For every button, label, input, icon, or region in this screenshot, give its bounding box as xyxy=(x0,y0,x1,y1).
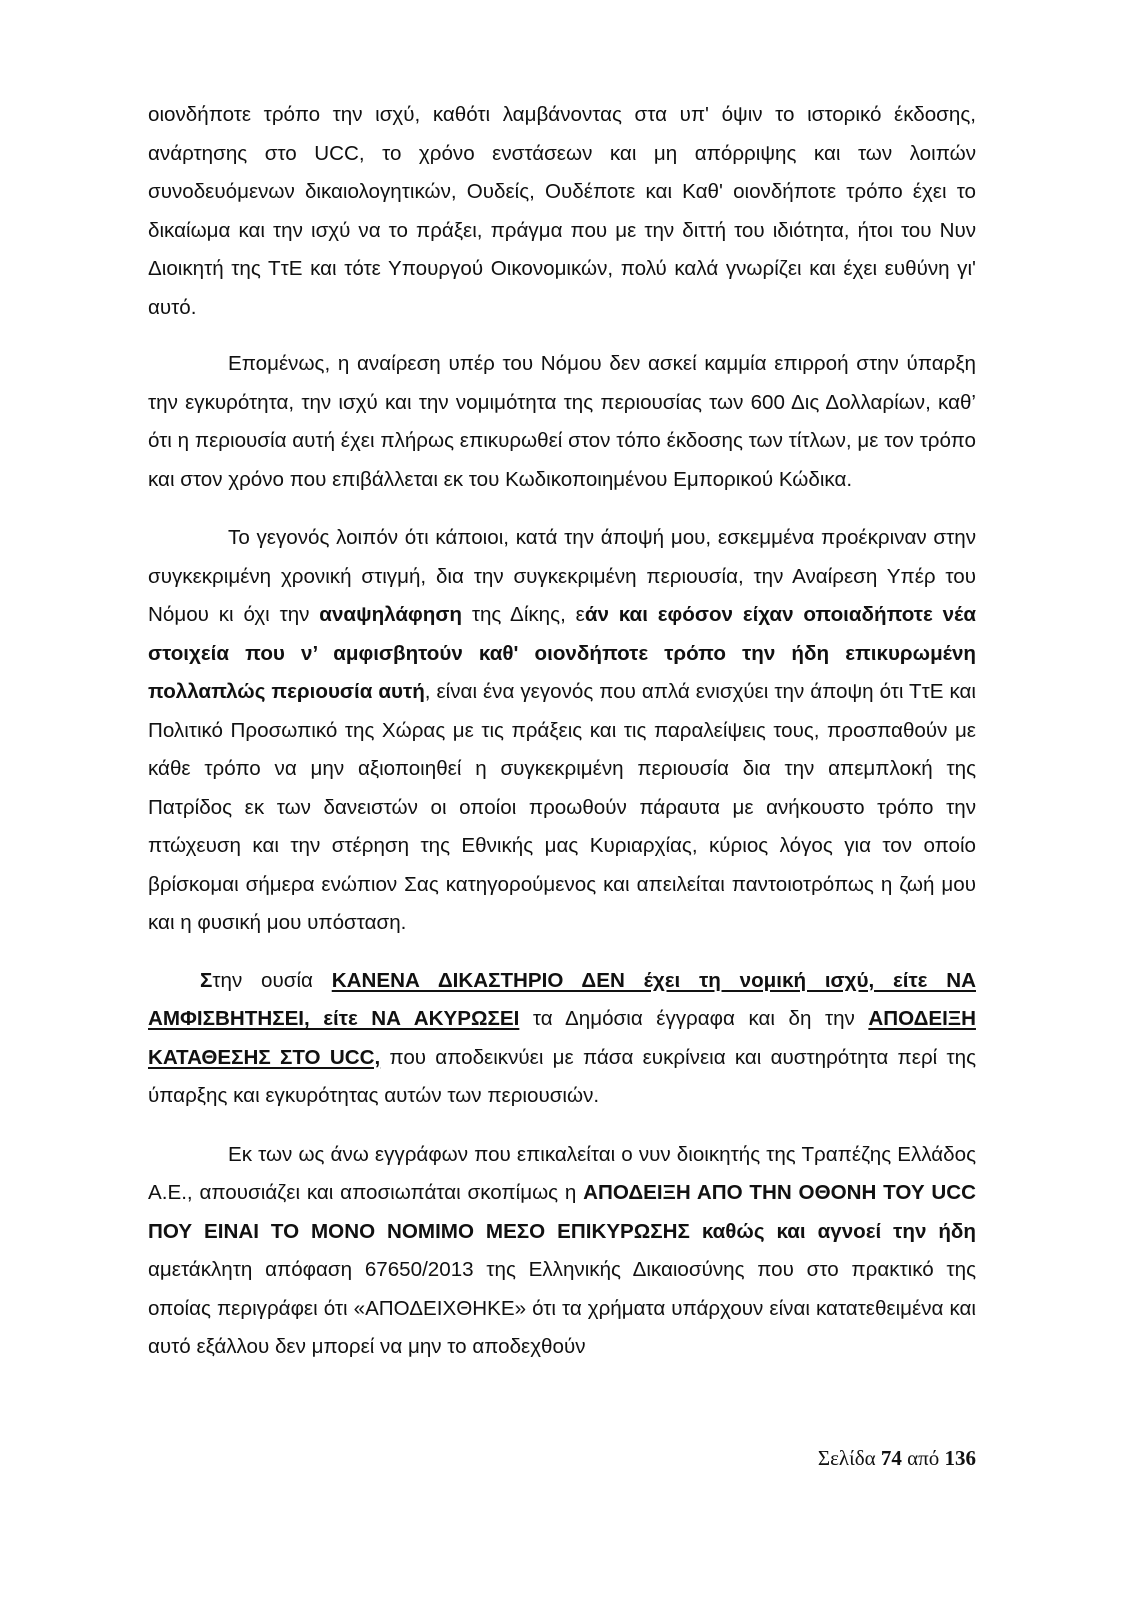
paragraph-3-text-2: της Δίκης, ε xyxy=(462,603,585,626)
paragraph-3-text-1: Το γεγονός λοιπόν ότι κάποιοι, κατά την άποψή μου, εσκεμμένα προέκριναν στην συγκεκριμένη χρονική στιγμή, δια την συγκεκριμένη περιουσία, την Αναίρεση Υπέρ του Νόμου κι όχι την xyxy=(148,526,976,626)
paragraph-4-text-1: την ουσία xyxy=(212,968,332,992)
paragraph-3 xyxy=(148,519,976,943)
paragraph-5-bold-1: ΑΠΟΔΕΙΞΗ ΑΠΟ ΤΗΝ ΟΘΟΝΗ ΤΟΥ UCC ΠΟΥ ΕΙΝΑΙ ΤΟ ΜΟΝΟ ΝΟΜΙΜΟ ΜΕΣΟ ΕΠΙΚΥΡΩΣΗΣ καθώς και αγνοεί την ήδη xyxy=(148,1181,976,1243)
page-footer xyxy=(818,1446,976,1471)
paragraph-5 xyxy=(148,1136,976,1367)
paragraph-4-initial: Σ xyxy=(200,968,213,992)
paragraph-3-bold-1: αναψηλάφηση xyxy=(319,603,463,626)
current-page-number: 74 xyxy=(880,1446,902,1470)
paragraph-3-text-3: , είναι ένα γεγονός που απλά ενισχύει την άποψη ότι ΤτΕ και Πολιτικό Προσωπικό της Χώρας με τις πράξεις και τις παραλείψεις τους, προσπαθούν με κάθε τρόπο να μην αξιοποιηθεί η συγκεκριμένη περιουσία δια την απεμπλοκή της Πατρίδος εκ των δανειστών οι οποίοι προωθούν πάραυτα με ανήκουστο τρόπο την πτώχευση και την στέρηση της Εθνικής μας Κυριαρχίας, κύριος λόγος για τον οποίο βρίσκομαι σήμερα ενώπιον Σας κατηγορούμενος και απειλείται παντοιοτρόπως η ζωή μου και η φυσική μου υπόσταση. xyxy=(148,680,976,934)
paragraph-4-bold-underline-1: ΚΑΝΕΝΑ ΔΙΚΑΣΤΗΡΙΟ ΔΕΝ έχει τη νομική ισχύ, είτε ΝΑ ΑΜΦΙΣΒΗΤΗΣΕΙ, είτε ΝΑ ΑΚΥΡΩΣΕΙ xyxy=(148,968,976,1030)
total-pages-number: 136 xyxy=(944,1446,976,1470)
paragraph-4 xyxy=(148,962,976,1116)
document-body xyxy=(148,96,976,1367)
paragraph-3-bold-2: άν και εφόσον είχαν οποιαδήποτε νέα στοιχεία που ν’ αμφισβητούν καθ' οιονδήποτε τρόπο την ήδη επικυρωμένη πολλαπλώς περιουσία αυτή xyxy=(148,603,976,703)
paragraph-2-text: Επομένως, η αναίρεση υπέρ του Νόμου δεν ασκεί καμμία επιρροή στην ύπαρξη την εγκυρότητα, την ισχύ και την νομιμότητα της περιουσίας των 600 Δις Δολλαρίων, καθ’ ότι η περιουσία αυτή έχει πλήρως επικυρωθεί στον τόπο έκδοσης των τίτλων, με τον τρόπο και στον χρόνο που επιβάλλεται εκ του Κωδικοποιημένου Εμπορικού Κώδικα. xyxy=(148,352,976,491)
paragraph-5-text-2: αμετάκλητη απόφαση 67650/2013 της Ελληνικής Δικαιοσύνης που στο πρακτικό της οποίας περιγράφει ότι «ΑΠΟΔΕΙΧΘΗΚΕ» ότι τα χρήματα υπάρχουν είναι κατατεθειμένα και αυτό εξάλλου δεν μπορεί να μην το αποδεχθούν xyxy=(148,1258,976,1358)
paragraph-1 xyxy=(148,96,976,327)
paragraph-2 xyxy=(148,345,976,499)
paragraph-4-text-3: που αποδεικνύει με πάσα ευκρίνεια και αυστηρότητα περί της ύπαρξης και εγκυρότητας αυτών των περιουσιών. xyxy=(148,1045,976,1107)
paragraph-1-text: οιονδήποτε τρόπο την ισχύ, καθότι λαμβάνοντας στα υπ' όψιν το ιστορικό έκδοσης, ανάρτησης στο UCC, το χρόνο ενστάσεων και μη απόρριψης και των λοιπών συνοδευόμενων δικαιολογητικών, Ουδείς, Ουδέποτε και Καθ' οιονδήποτε τρόπο έχει το δικαίωμα και την ισχύ να το πράξει, πράγμα που με την διττή του ιδιότητα, ήτοι του Νυν Διοικητή της ΤτΕ και τότε Υπουργού Οικονομικών, πολύ καλά γνωρίζει και έχει ευθύνη γι' αυτό. xyxy=(148,103,976,319)
paragraph-5-text-1: Εκ των ως άνω εγγράφων που επικαλείται ο νυν διοικητής της Τραπέζης Ελλάδος Α.Ε., απουσιάζει και αποσιωπάται σκοπίμως η xyxy=(148,1142,976,1204)
paragraph-4-text-2: τα Δημόσια έγγραφα και δη την xyxy=(519,1007,869,1030)
page-label: Σελίδα xyxy=(817,1446,881,1470)
page-separator: από xyxy=(901,1446,945,1470)
paragraph-4-bold-underline-2: ΑΠΟΔΕΙΞΗ ΚΑΤΑΘΕΣΗΣ ΣΤΟ UCC, xyxy=(148,1007,976,1069)
